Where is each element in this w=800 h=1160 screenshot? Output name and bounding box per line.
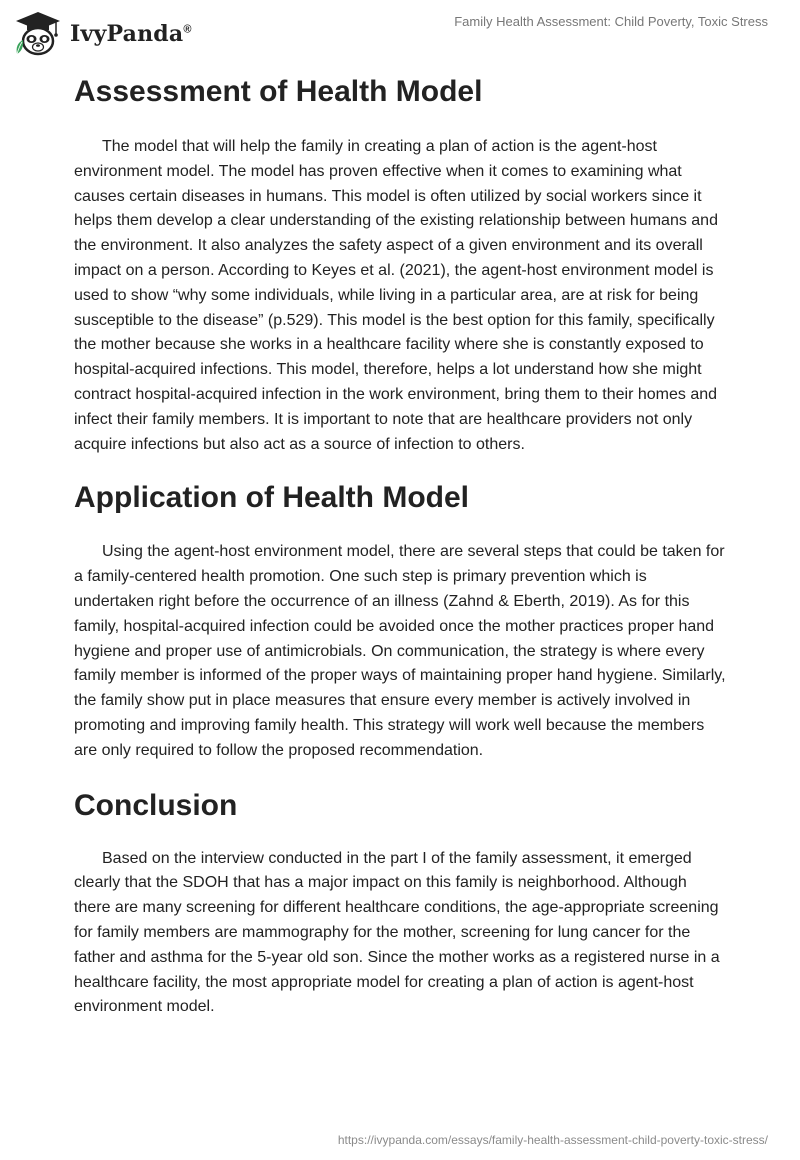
source-url[interactable]: https://ivypanda.com/essays/family-health-assessment-child-poverty-toxic-stress/ xyxy=(337,1133,768,1147)
logo-name: IvyPanda xyxy=(70,21,184,47)
section-paragraph-application: Using the agent-host environment model, there are several steps that could be taken for a family-centered health promotion. One such step is primary prevention which is undertaken right before the occurrence of an illness (Zahnd & Eberth, 2019). As for this family, hospital-acquired infection could be avoided once the mother practices proper hand hygiene and proper use of antimicrobials. On communication, the strategy is where every family member is informed of the proper ways of maintaining proper hand hygiene. Similarly, the family show put in place measures that ensure every member is actively involved in promoting and improving family health. This strategy will work well because the members are only required to follow the proposed recommendation. xyxy=(74,543,726,759)
ivypanda-logo[interactable] xyxy=(12,10,192,58)
essay-content xyxy=(74,70,726,1020)
section-paragraph-assessment: The model that will help the family in creating a plan of action is the agent-host environment model. The model has proven effective when it comes to examining what causes certain diseases in humans. This model is often utilized by social workers since it helps them develop a clear understanding of the existing relationship between humans and the environment. It also analyzes the safety aspect of a given environment and its overall impact on a person. According to Keyes et al. (2021), the agent-host environment model is used to show “why some individuals, while living in a particular area, are at risk for being susceptible to the disease” (p.529). This model is the best option for this family, specifically the mother because she works in a healthcare facility where she is constantly exposed to hospital-acquired infections. This model, therefore, helps a lot understand how she might contract hospital-acquired infection in the work environment, bring them to their homes and infect their family members. It is important to note that are healthcare providers not only acquire infections but also act as a source of infection to others. xyxy=(74,138,718,453)
document-title: Family Health Assessment: Child Poverty, Toxic Stress xyxy=(454,14,768,29)
section-paragraph-conclusion: Based on the interview conducted in the part I of the family assessment, it emerged clearly that the SDOH that has a major impact on this family is neighborhood. Although there are many screening for different healthcare conditions, the age-appropriate screening for family members are mammography for the mother, screening for lung cancer for the father and asthma for the 5-year old son. Since the mother works as a registered nurse in a healthcare facility, the most appropriate model for creating a plan of action is agent-host environment model. xyxy=(74,849,720,1016)
section-heading-assessment: Assessment of Health Model xyxy=(74,75,483,108)
registered-mark: ® xyxy=(183,23,192,36)
section-heading-conclusion: Conclusion xyxy=(74,788,238,822)
panda-graduate-icon xyxy=(12,10,64,58)
logo-wordmark xyxy=(70,21,192,47)
section-heading-application: Application of Health Model xyxy=(74,481,469,515)
page-header xyxy=(0,0,800,70)
